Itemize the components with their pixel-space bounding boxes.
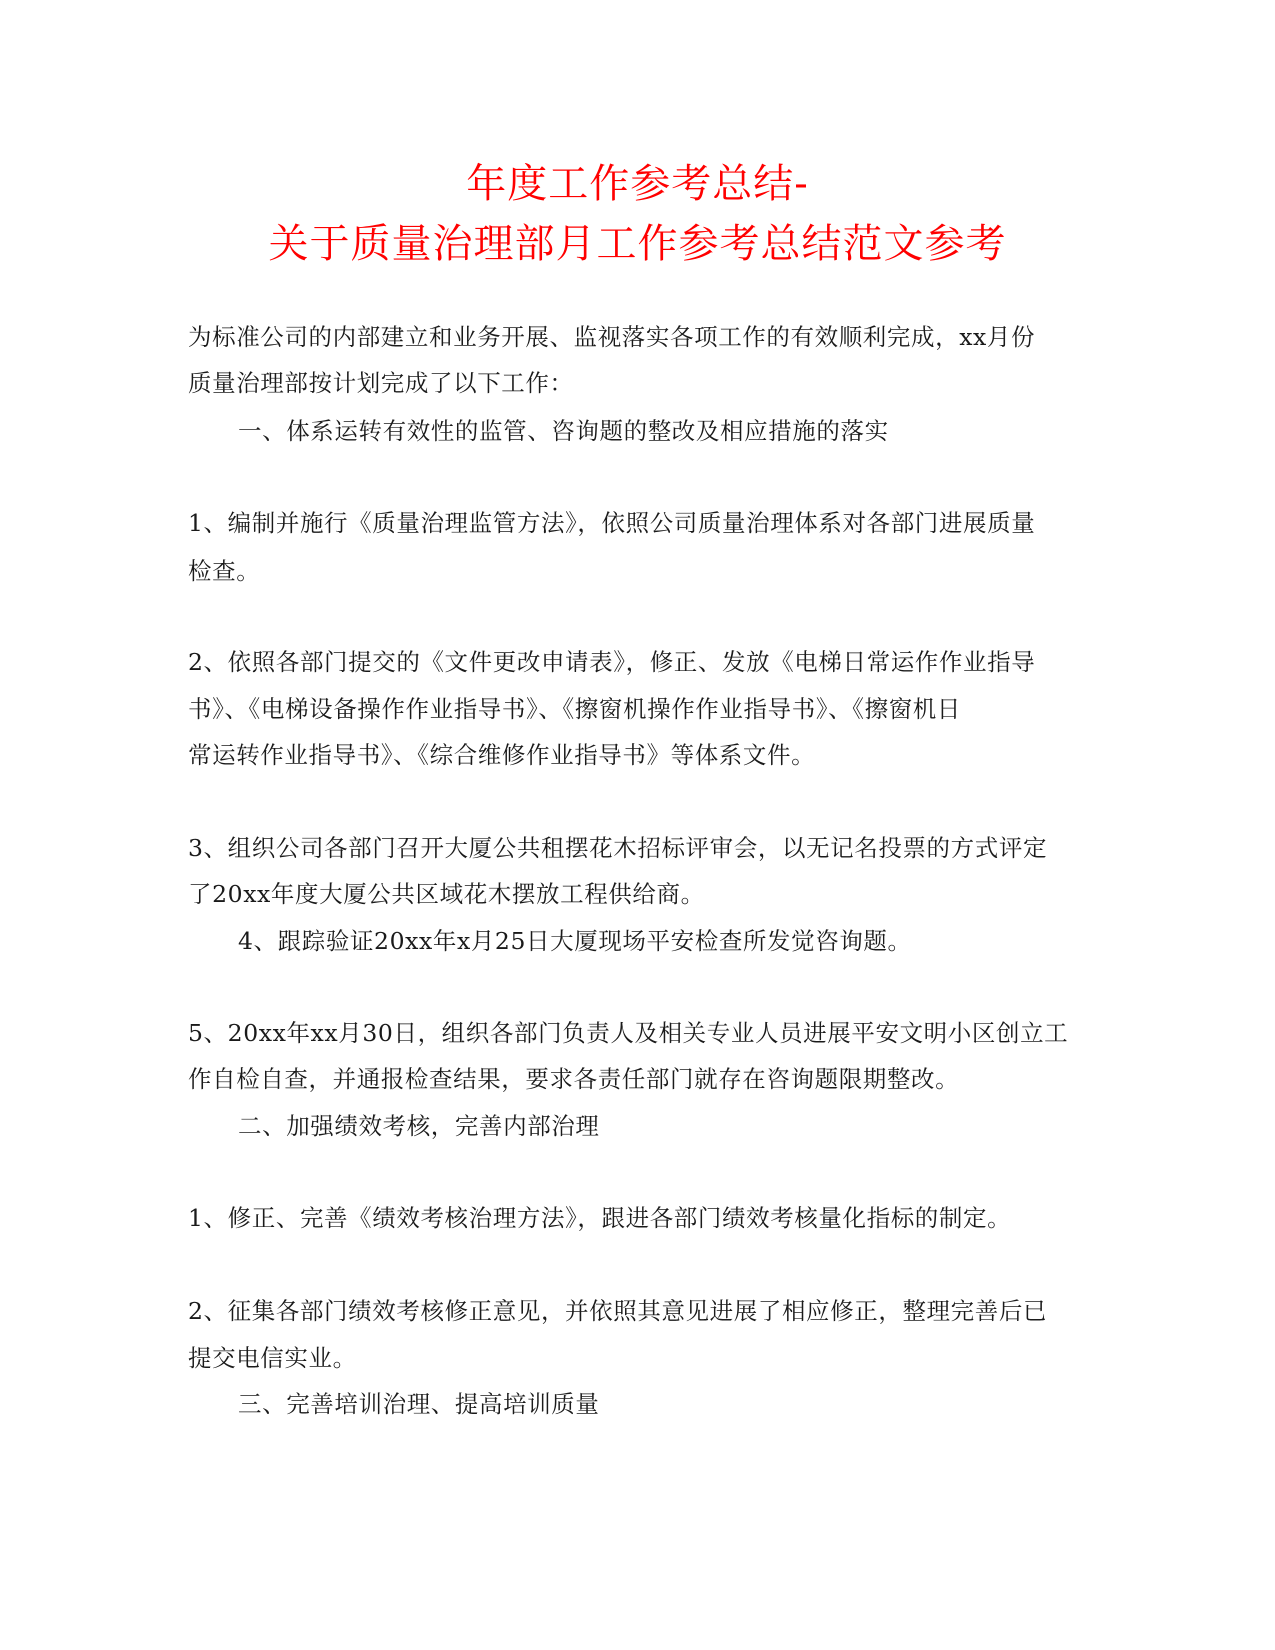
section-heading: 二、加强绩效考核，完善内部治理 (238, 1112, 600, 1140)
paragraph-line: 5、20xx年xx月30日，组织各部门负责人及相关专业人员进展平安文明小区创立工 (188, 1019, 1069, 1047)
paragraph-line: 2、依照各部门提交的《文件更改申请表》，修正、发放《电梯日常运作作业指导 (188, 648, 1036, 676)
title-line-2: 关于质量治理部月工作参考总结范文参考 (268, 221, 1007, 267)
section-heading: 三、完善培训治理、提高培训质量 (238, 1390, 600, 1418)
paragraph-line: 了20xx年度大厦公共区域花木摆放工程供给商。 (188, 880, 705, 908)
paragraph-line: 作自检自查，并通报检查结果，要求各责任部门就存在咨询题限期整改。 (188, 1065, 960, 1093)
paragraph-line: 质量治理部按计划完成了以下工作： (188, 369, 574, 397)
paragraph-line: 3、组织公司各部门召开大厦公共租摆花木招标评审会，以无记名投票的方式评定 (188, 834, 1048, 862)
paragraph-line: 检查。 (188, 557, 261, 585)
paragraph-line: 书》、《电梯设备操作作业指导书》、《擦窗机操作作业指导书》、《擦窗机日 (188, 695, 961, 723)
paragraph-line: 常运转作业指导书》、《综合维修作业指导书》等体系文件。 (188, 741, 816, 769)
title-line-1: 年度工作参考总结- (466, 161, 809, 207)
paragraph-line: 1、修正、完善《绩效考核治理方法》，跟进各部门绩效考核量化指标的制定。 (188, 1204, 1012, 1232)
paragraph-line: 提交电信实业。 (188, 1344, 357, 1372)
paragraph-line: 4、跟踪验证20xx年x月25日大厦现场平安检查所发觉咨询题。 (238, 927, 912, 955)
paragraph-line: 2、征集各部门绩效考核修正意见，并依照其意见进展了相应修正，整理完善后已 (188, 1297, 1048, 1325)
paragraph-line: 1、编制并施行《质量治理监管方法》，依照公司质量治理体系对各部门进展质量 (188, 509, 1036, 537)
section-heading: 一、体系运转有效性的监管、咨询题的整改及相应措施的落实 (238, 417, 889, 445)
paragraph-line: 为标准公司的内部建立和业务开展、监视落实各项工作的有效顺利完成，xx月份 (188, 323, 1036, 351)
